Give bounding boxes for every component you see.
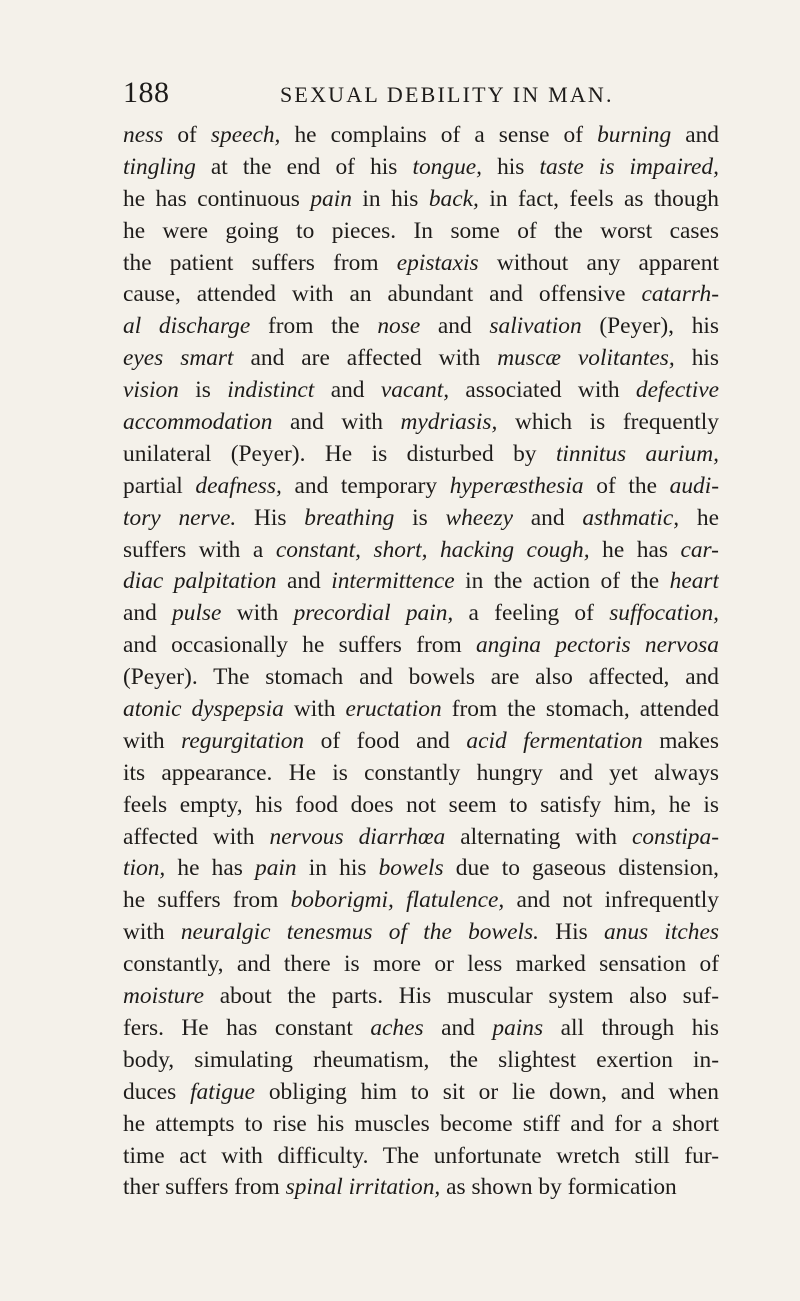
text-line <box>123 1077 719 1109</box>
running-head <box>123 76 719 112</box>
text-run: without any apparent <box>478 249 719 276</box>
italic-term: anus itches <box>603 919 719 946</box>
italic-term: intermittence <box>331 568 455 595</box>
text-line <box>123 853 719 885</box>
text-run: fers. He has constant <box>123 1014 371 1041</box>
italic-term: nose <box>377 313 421 340</box>
italic-term: constipa- <box>631 823 719 850</box>
italic-term: pulse <box>172 600 222 627</box>
text-run: in fact, feels as though <box>478 185 719 212</box>
text-run: and are affected with <box>233 345 498 372</box>
italic-term: al discharge <box>123 313 251 340</box>
text-run: its appearance. He is constantly hungry and yet always <box>123 759 719 786</box>
text-run: is <box>178 377 228 404</box>
running-title: SEXUAL DEBILITY IN MAN. <box>280 82 614 107</box>
text-run: body, simulating rheumatism, the slightest exertion in- <box>123 1046 719 1073</box>
text-run: from the <box>250 313 378 340</box>
text-run: ther suffers from <box>123 1174 286 1201</box>
text-line <box>123 1141 719 1173</box>
text-run: makes <box>642 727 719 754</box>
italic-term: heart <box>669 568 719 595</box>
text-run: in the action of the <box>454 568 670 595</box>
text-run: and <box>314 377 381 404</box>
italic-term: tinnitus aurium, <box>555 440 719 467</box>
italic-term: taste is impaired, <box>539 153 719 180</box>
text-run: his <box>674 345 719 372</box>
italic-term: spinal irritation, <box>285 1174 441 1201</box>
italic-term: accommodation <box>123 409 273 436</box>
italic-term: ness <box>123 122 164 148</box>
text-line <box>123 471 719 503</box>
text-run: and temporary <box>281 472 450 499</box>
italic-term: wheezy <box>445 504 514 531</box>
text-run: as shown by formication <box>440 1174 677 1201</box>
text-line <box>123 184 719 216</box>
text-run: from the stomach, attended <box>441 696 719 723</box>
text-run: his <box>482 153 540 180</box>
text-run: he has continuous <box>123 185 311 212</box>
text-run: of <box>163 122 211 148</box>
text-run: he suffers from <box>123 887 291 914</box>
italic-term: speech, <box>210 122 281 148</box>
text-run: is <box>394 504 446 531</box>
text-run: with <box>283 696 346 723</box>
text-line <box>123 790 719 822</box>
italic-term: vision <box>123 377 179 404</box>
text-line <box>123 1109 719 1141</box>
text-run: cause, attended with an abundant and offensive <box>123 281 642 308</box>
text-line <box>123 758 719 790</box>
text-line <box>123 885 719 917</box>
italic-term: precordial pain, <box>293 600 454 627</box>
text-line <box>123 311 719 343</box>
text-run: in his <box>351 185 429 212</box>
italic-term: car- <box>680 536 719 563</box>
text-run: obliging him to sit or lie down, and when <box>255 1078 719 1105</box>
italic-term: suffocation, <box>609 600 719 627</box>
italic-term: asthmatic, <box>582 504 680 531</box>
text-line <box>123 279 719 311</box>
text-line <box>123 375 719 407</box>
italic-term: salivation <box>489 313 582 340</box>
text-run: with <box>221 600 294 627</box>
italic-term: bowels <box>378 855 444 882</box>
text-run: suffers with a <box>123 536 276 563</box>
page-number: 188 <box>123 76 170 109</box>
text-run: and <box>276 568 332 595</box>
text-run: time act with difficulty. The unfortunate wretch still fur- <box>123 1142 719 1169</box>
italic-term: pain <box>255 855 297 882</box>
italic-term: regurgitation <box>181 727 305 754</box>
text-run: feels empty, his food does not seem to satisfy him, he is <box>123 791 719 818</box>
italic-term: catarrh- <box>641 281 719 308</box>
text-line <box>123 981 719 1013</box>
italic-term: deafness, <box>195 472 282 499</box>
text-run: about the parts. His muscular system also suf- <box>204 983 719 1010</box>
text-run: all through his <box>543 1014 719 1041</box>
text-line <box>123 949 719 981</box>
italic-term: back, <box>428 185 479 212</box>
text-run: (Peyer). The stomach and bowels are also affected, and <box>123 664 719 691</box>
text-run: which is frequently <box>497 409 719 436</box>
italic-term: angina pectoris nervosa <box>475 632 719 659</box>
text-run: due to gaseous distension, <box>443 855 719 882</box>
italic-term: diac palpitation <box>123 568 277 595</box>
italic-term: eructation <box>345 696 442 723</box>
text-run: at the end of his <box>195 153 413 180</box>
italic-term: muscæ volitantes, <box>497 345 675 372</box>
text-run: and with <box>272 409 401 436</box>
text-line <box>123 726 719 758</box>
text-line <box>123 1045 719 1077</box>
italic-term: boborigmi, flatulence, <box>290 887 505 914</box>
text-run: (Peyer), his <box>581 313 719 340</box>
text-run: His <box>236 504 305 531</box>
text-line <box>123 439 719 471</box>
text-run: affected with <box>123 823 270 850</box>
text-run: a feeling of <box>453 600 610 627</box>
text-run: of the <box>583 472 670 499</box>
text-run: associated with <box>449 377 636 404</box>
italic-term: aches <box>370 1014 424 1041</box>
italic-term: fatigue <box>190 1078 256 1105</box>
text-run: the patient suffers from <box>123 249 397 276</box>
text-line <box>123 535 719 567</box>
text-run: of food and <box>304 727 467 754</box>
text-line <box>123 598 719 630</box>
text-line <box>123 694 719 726</box>
text-line <box>123 662 719 694</box>
italic-term: constant, short, hacking cough, <box>275 536 590 563</box>
text-line <box>123 1013 719 1045</box>
italic-term: pains <box>492 1014 544 1041</box>
italic-term: tingling <box>123 153 196 180</box>
text-run: he were going to pieces. In some of the worst cases <box>123 217 719 244</box>
italic-term: epistaxis <box>396 249 479 276</box>
text-line <box>123 566 719 598</box>
italic-term: tory nerve. <box>123 504 237 531</box>
text-run: he <box>679 504 719 531</box>
italic-term: mydriasis, <box>400 409 498 436</box>
italic-term: moisture <box>123 983 204 1010</box>
text-line <box>123 152 719 184</box>
text-run: he has <box>589 536 681 563</box>
text-line <box>123 503 719 535</box>
text-line <box>123 822 719 854</box>
text-line <box>123 1172 719 1204</box>
text-run: he has <box>165 855 256 882</box>
italic-term: pain <box>310 185 352 212</box>
italic-term: burning <box>597 122 672 148</box>
text-line <box>123 248 719 280</box>
italic-term: tongue, <box>412 153 482 180</box>
text-run: he attempts to rise his muscles become stiff and for a short <box>123 1110 719 1137</box>
text-line <box>123 917 719 949</box>
text-run: and <box>671 122 719 148</box>
text-run: in his <box>296 855 379 882</box>
italic-term: neuralgic tenesmus of the bowels. <box>180 919 539 946</box>
italic-term: defective <box>635 377 719 404</box>
text-run: with <box>123 727 182 754</box>
italic-term: indistinct <box>227 377 315 404</box>
text-line <box>123 407 719 439</box>
italic-term: breathing <box>304 504 395 531</box>
italic-term: atonic dyspepsia <box>123 696 284 723</box>
text-run: alternating with <box>445 823 632 850</box>
italic-term: nervous diarrhœa <box>269 823 446 850</box>
italic-term: audi- <box>669 472 719 499</box>
text-run: with <box>123 919 181 946</box>
text-line <box>123 630 719 662</box>
italic-term: vacant, <box>380 377 450 404</box>
text-run: His <box>538 919 604 946</box>
text-run: and <box>123 600 173 627</box>
text-run: partial <box>123 472 196 499</box>
text-run: constantly, and there is more or less marked sensation of <box>123 951 719 978</box>
text-line <box>123 216 719 248</box>
text-run: and not infrequently <box>504 887 719 914</box>
body-text <box>123 120 719 1204</box>
text-run: and <box>420 313 490 340</box>
italic-term: acid fermentation <box>466 727 643 754</box>
text-line <box>123 343 719 375</box>
italic-term: hyperæsthesia <box>449 472 584 499</box>
text-run: and <box>423 1014 493 1041</box>
text-run: and <box>513 504 583 531</box>
text-line <box>123 120 719 152</box>
text-run: duces <box>123 1078 191 1105</box>
italic-term: eyes smart <box>123 345 234 372</box>
text-run: he complains of a sense of <box>280 122 598 148</box>
text-run: unilateral (Peyer). He is disturbed by <box>123 440 556 467</box>
text-run: and occasionally he suffers from <box>123 632 476 659</box>
italic-term: tion, <box>123 855 166 882</box>
